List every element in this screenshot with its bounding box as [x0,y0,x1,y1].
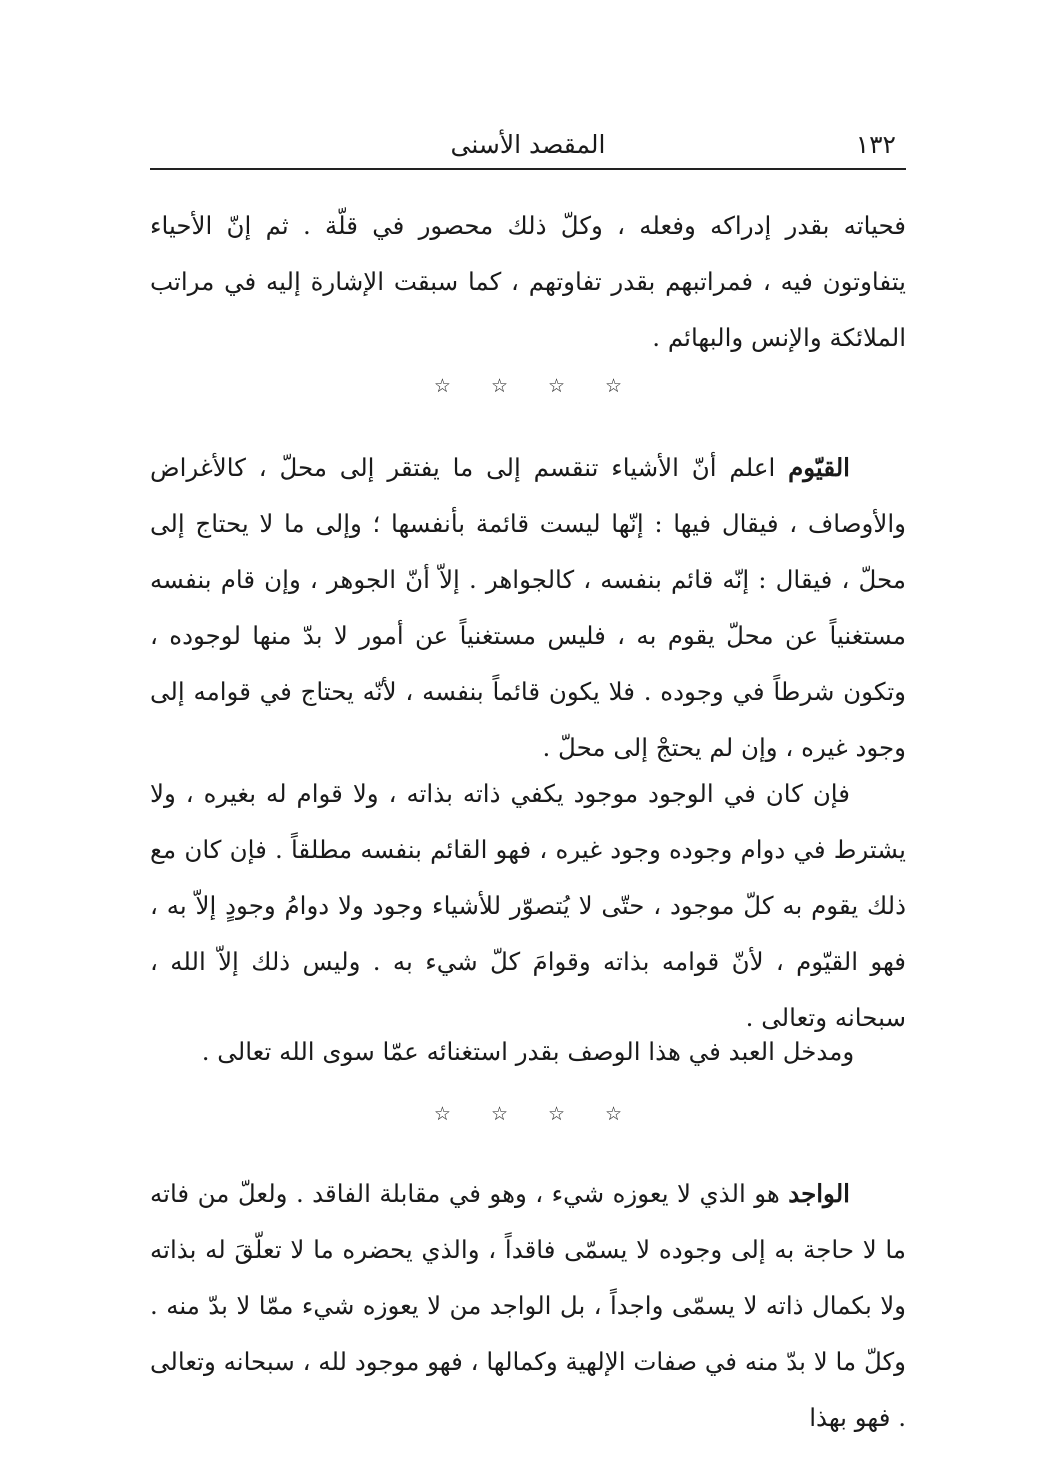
star-icon: ☆ [490,375,508,397]
section-separator [150,1103,906,1125]
star-icon: ☆ [490,1103,508,1125]
paragraph-text: ومدخل العبد في هذا الوصف بقدر استغنائه عمّا سوى الله تعالى . [201,1037,855,1066]
section-separator [150,375,906,397]
star-icon: ☆ [433,1103,451,1125]
running-title: المقصد الأسنى [450,130,606,159]
paragraph-al-wajid [150,1166,906,1446]
page-header [150,122,906,170]
document-page [150,0,906,1469]
page-number: ١٣٢ [855,130,896,159]
paragraph-self-subsistent [150,766,906,1046]
divine-name-term: القيّوم [788,453,850,482]
divine-name-term: الواجد [788,1179,850,1208]
star-icon: ☆ [548,1103,566,1125]
paragraph-servant-share [150,1024,906,1080]
star-icon: ☆ [548,375,566,397]
paragraph-al-qayyum [150,440,906,776]
paragraph-text: فإن كان في الوجود موجود يكفي ذاته بذاته ، ولا قوام له بغيره ، ولا يشترط في دوام وجوده وجود غيره ، فهو القائم بنفسه مطلقاً . فإن كان مع ذلك يقوم به كلّ موجود ، حتّى لا يُتصوّر للأشياء وجود ولا دوامُ وجودٍ إلاّ به ، فهو القيّوم ، لأنّ قوامه بذاته وقوامَ كلّ شيء به . وليس ذلك إلاّ الله ، سبحانه وتعالى . [150,779,906,1032]
paragraph-text: هو الذي لا يعوزه شيء ، وهو في مقابلة الفاقد . ولعلّ من فاته ما لا حاجة به إلى وجوده لا يسمّى فاقداً ، والذي يحضره ما لا تعلّقَ له بذاته ولا بكمال ذاته لا يسمّى واجداً ، بل الواجد من لا يعوزه شيء ممّا لا بدّ منه . وكلّ ما لا بدّ منه في صفات الإلهية وكمالها ، فهو موجود لله ، سبحانه وتعالى . فهو بهذا [150,1179,906,1432]
star-icon: ☆ [433,375,451,397]
star-icon: ☆ [605,375,623,397]
paragraph-life [150,198,906,366]
paragraph-text: فحياته بقدر إدراكه وفعله ، وكلّ ذلك محصور في قلّة . ثم إنّ الأحياء يتفاوتون فيه ، فمراتبهم بقدر تفاوتهم ، كما سبقت الإشارة إليه في مراتب الملائكة والإنس والبهائم . [150,211,906,352]
paragraph-text: اعلم أنّ الأشياء تنقسم إلى ما يفتقر إلى محلّ ، كالأغراض والأوصاف ، فيقال فيها : إنّها ليست قائمة بأنفسها ؛ وإلى ما لا يحتاج إلى محلّ ، فيقال : إنّه قائم بنفسه ، كالجواهر . إلاّ أنّ الجوهر ، وإن قام بنفسه مستغنياً عن محلّ يقوم به ، فليس مستغنياً عن أمور لا بدّ منها لوجوده ، وتكون شرطاً في وجوده . فلا يكون قائماً بنفسه ، لأنّه يحتاج في قوامه إلى وجود غيره ، وإن لم يحتجْ إلى محلّ . [150,453,906,762]
star-icon: ☆ [605,1103,623,1125]
